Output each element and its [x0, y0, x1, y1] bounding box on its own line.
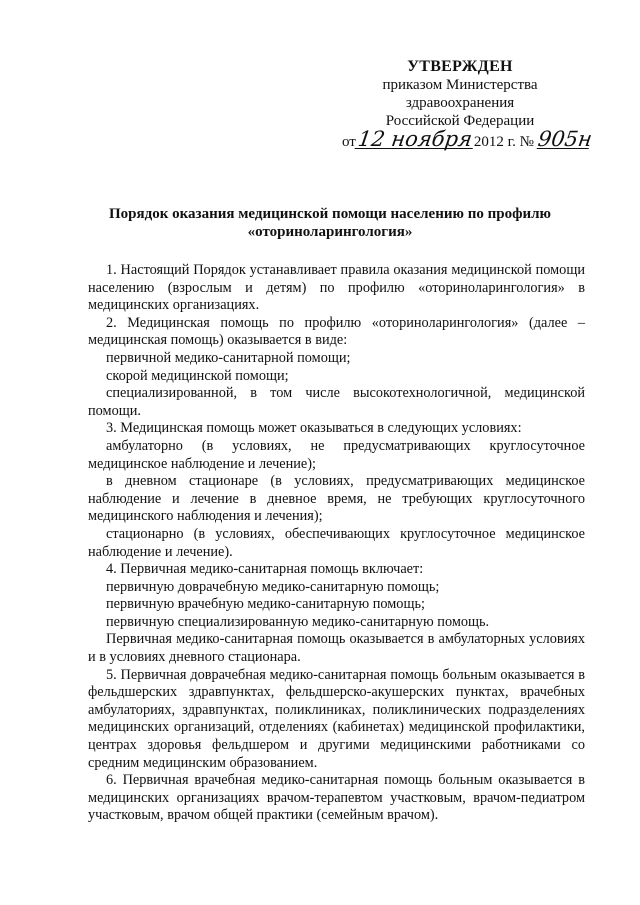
paragraph: 3. Медицинская помощь может оказываться в следующих условиях:	[106, 420, 522, 437]
paragraph: 4. Первичная медико-санитарная помощь включает:	[106, 561, 424, 578]
approval-title: УТВЕРЖДЕН	[407, 58, 513, 75]
approval-line-3: Российской Федерации	[385, 113, 535, 129]
paragraph: 2. Медицинская помощь по профилю «оториноларингология» (далее – медицинская помощь) оказывается в виде:	[88, 314, 585, 349]
approval-date-line	[342, 127, 594, 151]
date-prefix: от	[342, 134, 356, 150]
approval-line-2: здравоохранения	[405, 95, 515, 111]
paragraph: 5. Первичная доврачебная медико-санитарная помощь больным оказывается в фельдшерских здравпунктах, фельдшерско-акушерских пунктах, врачебных амбулаториях, здравпунктах, поликлиниках, поликлинических подразделениях медицинских организаций, отделениях (кабинетах) медицинской профилактики, центрах здоровья фельдшером и другими медицинскими работниками со средним медицинским образованием.	[88, 666, 585, 771]
paragraph: первичную врачебную медико-санитарную помощь;	[106, 596, 425, 613]
paragraph: специализированной, в том числе высокотехнологичной, медицинской помощи.	[88, 385, 585, 419]
paragraph: амбулаторно (в условиях, не предусматривающих круглосуточное медицинское наблюдение и лечение);	[88, 437, 585, 472]
document-title	[80, 205, 580, 241]
paragraph: Первичная медико-санитарная помощь оказывается в амбулаторных условиях и в условиях дневного стационара.	[88, 631, 585, 666]
handwritten-date: 12 ноября	[356, 127, 474, 151]
approval-line-1: приказом Министерства	[382, 77, 538, 93]
paragraph: первичную специализированную медико-санитарную помощь.	[106, 613, 490, 630]
order-year: 2012 г. №	[473, 134, 534, 150]
paragraph: 1. Настоящий Порядок устанавливает правила оказания медицинской помощи населению (взрослым и детям) по профилю «оториноларингология» в медицинских организациях.	[88, 262, 585, 314]
paragraph: в дневном стационаре (в условиях, предусматривающих медицинское наблюдение и лечение в дневное время, не требующих круглосуточного медицинского наблюдения и лечения);	[88, 473, 585, 525]
handwritten-order-number: 905н	[536, 127, 594, 151]
paragraph: первичную доврачебную медико-санитарную помощь;	[106, 578, 440, 595]
paragraph: 6. Первичная врачебная медико-санитарная помощь больным оказывается в медицинских организациях врачом-терапевтом участковым, врачом-педиатром участковым, врачом общей практики (семейным врачом).	[88, 772, 585, 824]
paragraph: стационарно (в условиях, обеспечивающих круглосуточное медицинское наблюдение и лечение).	[88, 525, 585, 560]
approval-stamp	[330, 58, 594, 151]
paragraph: первичной медико-санитарной помощи;	[106, 349, 351, 366]
document-title-line-2: «оториноларингология»	[247, 224, 413, 240]
document-title-line-1: Порядок оказания медицинской помощи населению по профилю	[109, 206, 551, 222]
paragraph: скорой медицинской помощи;	[106, 367, 289, 384]
document-body	[88, 262, 585, 825]
